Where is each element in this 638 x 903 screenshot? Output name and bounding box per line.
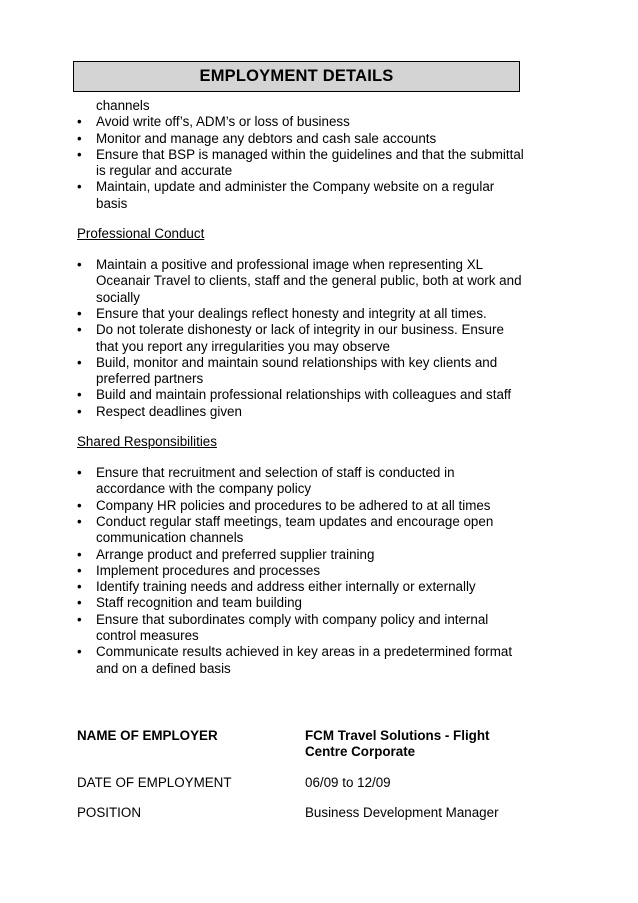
list-item: • Monitor and manage any debtors and cash sale accounts [77, 131, 527, 147]
shared-responsibilities-heading: Shared Responsibilities [77, 434, 217, 450]
employer-name-line-2: Centre Corporate [305, 744, 416, 760]
list-item: • Respect deadlines given [77, 404, 527, 420]
professional-conduct-heading: Professional Conduct [77, 226, 205, 242]
employer-name-value [305, 728, 545, 761]
list-item: • Company HR policies and procedures to be adhered to at all times [77, 498, 527, 514]
list-item: • Do not tolerate dishonesty or lack of integrity in our business. Ensure that you report any irregularities you may observe [77, 322, 527, 355]
list-item: • Staff recognition and team building [77, 595, 527, 611]
professional-conduct-list [77, 257, 527, 420]
document-content [77, 98, 527, 677]
list-item: • Build, monitor and maintain sound relationships with key clients and preferred partners [77, 355, 527, 388]
list-item: • Ensure that your dealings reflect honesty and integrity at all times. [77, 306, 527, 322]
continuation-list [77, 98, 527, 212]
list-item: • Maintain a positive and professional image when representing XL Oceanair Travel to clients, staff and the general public, both at work and socially [77, 257, 527, 306]
list-item: • Build and maintain professional relationships with colleagues and staff [77, 387, 527, 403]
employer-details [77, 728, 557, 821]
section-header-title: EMPLOYMENT DETAILS [199, 67, 394, 85]
list-item: • Implement procedures and processes [77, 563, 527, 579]
employment-date-label: DATE OF EMPLOYMENT [77, 774, 232, 790]
list-item: • Identify training needs and address either internally or externally [77, 579, 527, 595]
list-item: • Maintain, update and administer the Company website on a regular basis [77, 179, 527, 212]
employer-name-row [77, 728, 557, 761]
position-value: Business Development Manager [305, 804, 499, 820]
list-item: • Arrange product and preferred supplier training [77, 547, 527, 563]
list-item: • Ensure that recruitment and selection of staff is conducted in accordance with the company policy [77, 465, 527, 498]
list-item: • Avoid write off’s, ADM’s or loss of business [77, 114, 527, 130]
employer-name-line-1: FCM Travel Solutions - Flight [305, 728, 490, 743]
continuation-line: channels [96, 98, 150, 113]
employment-date-row [77, 775, 557, 791]
employer-name-label: NAME OF EMPLOYER [77, 728, 218, 743]
position-row [77, 805, 557, 821]
employment-date-value: 06/09 to 12/09 [305, 774, 391, 790]
list-item: • Ensure that BSP is managed within the guidelines and that the submittal is regular and accurate [77, 147, 527, 180]
list-item: • Conduct regular staff meetings, team updates and encourage open communication channels [77, 514, 527, 547]
position-label: POSITION [77, 804, 141, 820]
list-item: • Communicate results achieved in key areas in a predetermined format and on a defined basis [77, 644, 527, 677]
section-header [73, 61, 520, 92]
list-item: • Ensure that subordinates comply with company policy and internal control measures [77, 612, 527, 645]
shared-responsibilities-list [77, 465, 527, 677]
